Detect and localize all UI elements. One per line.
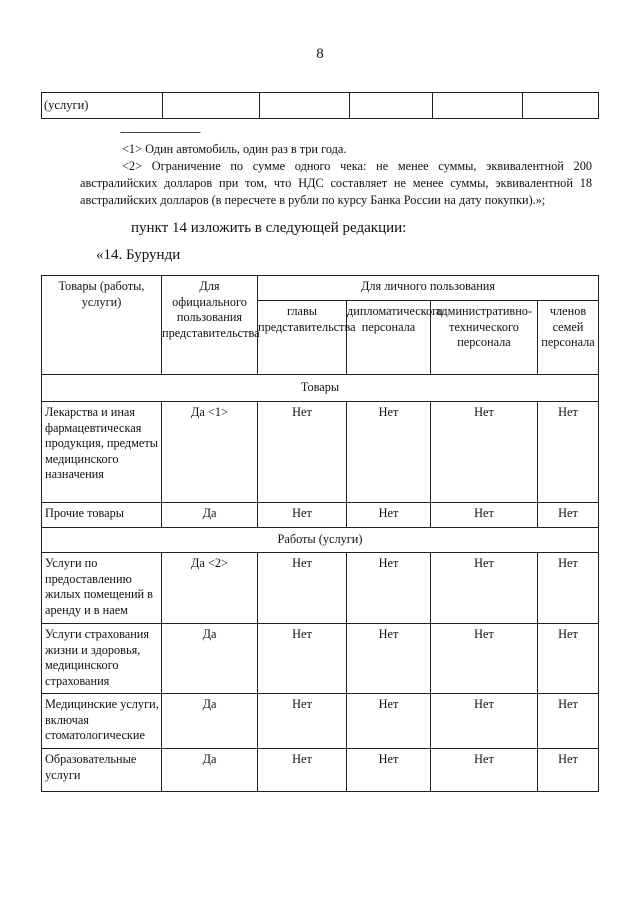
admin-cell: Нет — [431, 553, 538, 624]
table-row — [42, 694, 599, 749]
diplomatic-cell: Нет — [347, 503, 431, 528]
family-cell: Нет — [538, 749, 599, 792]
family-cell: Нет — [538, 503, 599, 528]
family-cell: Нет — [538, 694, 599, 749]
heads-cell: Нет — [258, 694, 347, 749]
heads-cell: Нет — [258, 402, 347, 503]
table-row — [42, 402, 599, 503]
admin-cell: Нет — [431, 624, 538, 694]
empty-cell — [350, 93, 433, 119]
empty-cell — [260, 93, 350, 119]
header-official: Для официального пользования представительства — [162, 276, 258, 375]
heads-cell: Нет — [258, 624, 347, 694]
empty-cell — [523, 93, 599, 119]
official-cell: Да <1> — [162, 402, 258, 503]
empty-cell — [163, 93, 260, 119]
header-goods: Товары (работы, услуги) — [42, 276, 162, 375]
family-cell: Нет — [538, 624, 599, 694]
diplomatic-cell: Нет — [347, 749, 431, 792]
header-admin: административно-технического персонала — [431, 301, 538, 375]
section-row — [42, 528, 599, 553]
admin-cell: Нет — [431, 694, 538, 749]
table-row — [42, 624, 599, 694]
table-row — [42, 503, 599, 528]
header-heads: главы представительства — [258, 301, 347, 375]
section-title: «14. Бурунди — [96, 247, 181, 263]
section-row — [42, 375, 599, 402]
official-cell: Да — [162, 749, 258, 792]
empty-cell — [433, 93, 523, 119]
admin-cell: Нет — [431, 749, 538, 792]
heads-cell: Нет — [258, 503, 347, 528]
heads-cell: Нет — [258, 749, 347, 792]
table-row — [42, 749, 599, 792]
diplomatic-cell: Нет — [347, 694, 431, 749]
official-cell: Да — [162, 624, 258, 694]
admin-cell: Нет — [431, 402, 538, 503]
footnote-1: <1> Один автомобиль, один раз в три года. — [122, 142, 347, 156]
heads-cell: Нет — [258, 553, 347, 624]
family-cell: Нет — [538, 553, 599, 624]
diplomatic-cell: Нет — [347, 402, 431, 503]
footnote-separator: ------------------------------ — [120, 126, 200, 138]
section-title-goods: Товары — [42, 375, 599, 402]
official-cell: Да <2> — [162, 553, 258, 624]
admin-cell: Нет — [431, 503, 538, 528]
official-cell: Да — [162, 694, 258, 749]
header-row — [42, 276, 599, 301]
header-family: членов семей персонала — [538, 301, 599, 375]
footnote-2: <2> Ограничение по сумме одного чека: не менее суммы, эквивалентной 200 австралийских долларов при том, что НДС составляет не менее суммы, эквивалентной 18 австралийских долларов (в пересчете в рубли по курсу Банка России на дату покупки).»; — [80, 159, 592, 207]
header-personal: Для личного пользования — [258, 276, 599, 301]
diplomatic-cell: Нет — [347, 624, 431, 694]
item-cell: Медицинские услуги, включая стоматологические — [42, 694, 162, 749]
page-number: 8 — [316, 46, 324, 62]
official-cell: Да — [162, 503, 258, 528]
item-cell: Услуги по предоставлению жилых помещений в аренду и в наем — [42, 553, 162, 624]
burundi-table — [41, 275, 599, 792]
continuation-table — [41, 92, 599, 119]
header-diplomatic: дипломатического персонала — [347, 301, 431, 375]
table-row — [42, 93, 599, 119]
instruction-text: пункт 14 изложить в следующей редакции: — [131, 220, 407, 236]
diplomatic-cell: Нет — [347, 553, 431, 624]
item-cell: Лекарства и иная фармацевтическая продукция, предметы медицинского назначения — [42, 402, 162, 503]
item-cell: Образовательные услуги — [42, 749, 162, 792]
table-row — [42, 553, 599, 624]
item-cell: Прочие товары — [42, 503, 162, 528]
section-title-services: Работы (услуги) — [42, 528, 599, 553]
row-label: (услуги) — [42, 93, 163, 119]
item-cell: Услуги страхования жизни и здоровья, медицинского страхования — [42, 624, 162, 694]
family-cell: Нет — [538, 402, 599, 503]
